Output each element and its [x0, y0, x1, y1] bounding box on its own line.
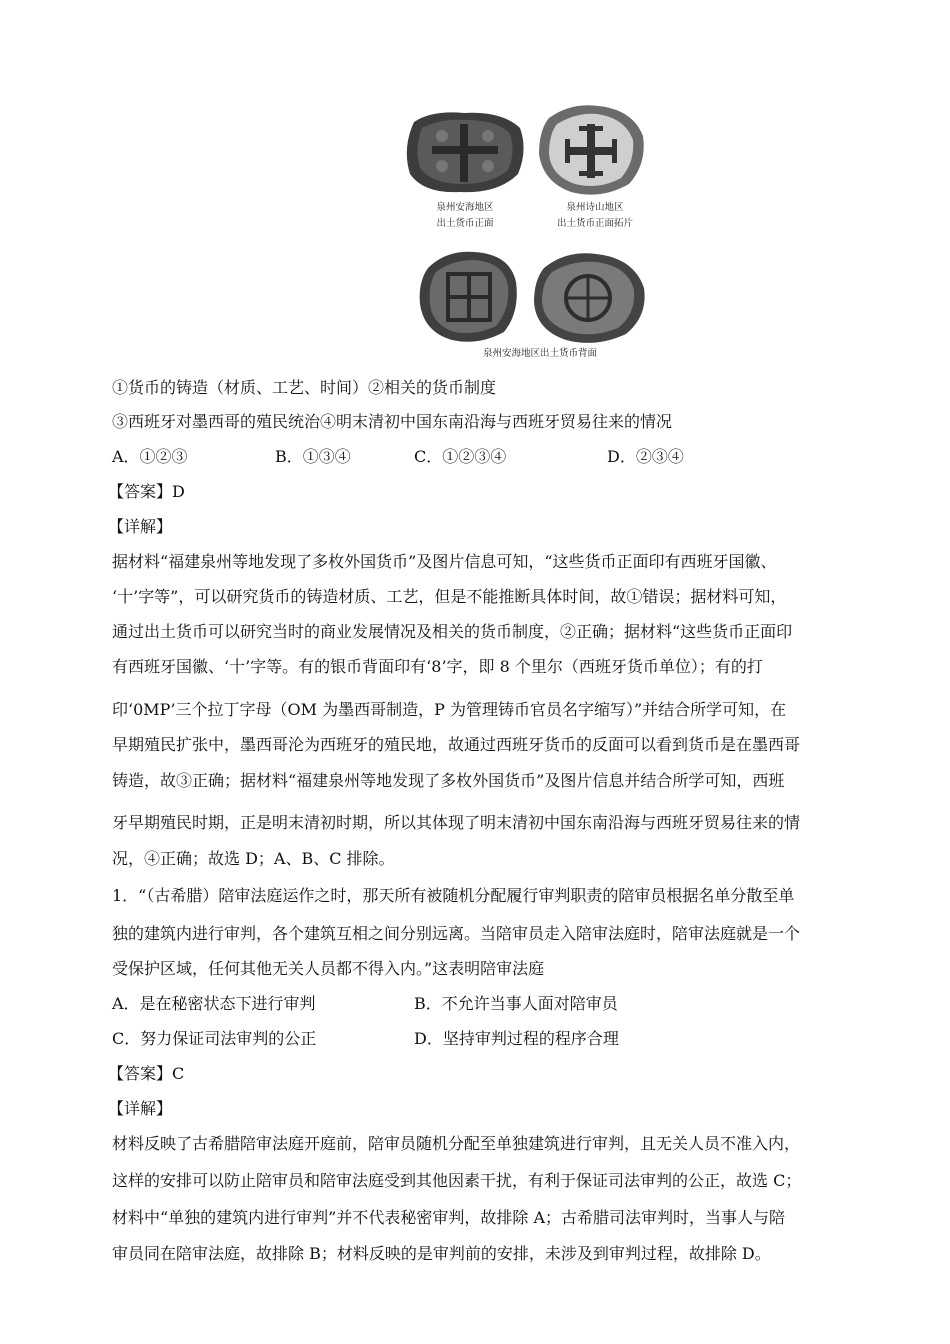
caption-anhai-back: 泉州安海地区出土货币背面: [482, 348, 597, 359]
detail-line: 据材料“福建泉州等地发现了多枚外国货币”及图片信息可知，“这些货币正面印有西班牙国徽、: [112, 552, 777, 571]
caption-anhai-front: [390, 200, 540, 232]
q1-detail-line: 材料反映了古希腊陪审法庭开庭前，陪审员随机分配至单独建筑进行审判，且无关人员不准入内，: [112, 1134, 801, 1153]
q1-option-a: A．是在秘密状态下进行审判: [112, 994, 316, 1013]
caption-anhai-front-line2: 出土货币正面: [436, 218, 494, 229]
caption-shishan-front-line1: 泉州诗山地区: [566, 202, 624, 213]
q1-detail-label: 【详解】: [108, 1099, 173, 1118]
detail-line: ‘十’字等”，可以研究货币的铸造材质、工艺，但是不能推断具体时间，故①错误；据材料可知，: [112, 587, 787, 606]
detail-label: 【详解】: [108, 517, 173, 536]
coin-image-anhai-back-2: [530, 250, 648, 346]
coin-image-anhai-back-1: [418, 248, 520, 346]
detail-line: 铸造，故③正确；据材料“福建泉州等地发现了多枚外国货币”及图片信息并结合所学可知，西班: [112, 771, 785, 790]
q1-option-c: C．努力保证司法审判的公正: [112, 1029, 317, 1048]
answer-label: 【答案】D: [108, 482, 185, 501]
caption-shishan-front: [525, 200, 665, 232]
detail-line: 通过出土货币可以研究当时的商业发展情况及相关的货币制度，②正确；据材料“这些货币正面印: [112, 622, 793, 641]
question-1-stem-line: 独的建筑内进行审判，各个建筑互相之间分别远离。当陪审员走入陪审法庭时，陪审法庭就是一个: [112, 924, 801, 943]
detail-line: 况，④正确；故选 D；A、B、C 排除。: [112, 849, 395, 868]
coin-image-anhai-front: [402, 108, 528, 196]
option-c: C．①②③④: [414, 447, 507, 466]
option-a: A．①②③: [112, 447, 188, 466]
option-d: D．②③④: [607, 447, 684, 466]
coins-figure: [390, 100, 660, 370]
question-1-stem-line: 1．“（古希腊）陪审法庭运作之时，那天所有被随机分配履行审判职责的陪审员根据名单分散至单: [112, 886, 795, 905]
detail-line: 有西班牙国徽、‘十’字等。有的银币背面印有‘8’字，即 8 个里尔（西班牙货币单位）；有的打: [112, 657, 763, 676]
statement-line-2: ③西班牙对墨西哥的殖民统治④明末清初中国东南沿海与西班牙贸易往来的情况: [112, 412, 673, 431]
detail-line: 牙早期殖民时期，正是明末清初时期，所以其体现了明末清初中国东南沿海与西班牙贸易往来的情: [112, 813, 801, 832]
statement-line-1: ①货币的铸造（材质、工艺、时间）②相关的货币制度: [112, 378, 497, 397]
q1-option-d: D．坚持审判过程的程序合理: [414, 1029, 619, 1048]
coin-rubbing-shishan-front: [535, 102, 647, 198]
q1-detail-line: 审员同在陪审法庭，故排除 B；材料反映的是审判前的安排，未涉及到审判过程，故排除 D。: [112, 1244, 771, 1263]
option-b: B．①③④: [275, 447, 351, 466]
caption-shishan-front-line2: 出土货币正面拓片: [556, 218, 633, 229]
q1-answer-label: 【答案】C: [108, 1064, 185, 1083]
q1-detail-line: 这样的安排可以防止陪审员和陪审法庭受到其他因素干扰，有利于保证司法审判的公正，故选 C；: [112, 1171, 802, 1190]
q1-detail-line: 材料中“单独的建筑内进行审判”并不代表秘密审判，故排除 A；古希腊司法审判时，当事人与陪: [112, 1208, 786, 1227]
q1-option-b: B．不允许当事人面对陪审员: [414, 994, 618, 1013]
caption-anhai-front-line1: 泉州安海地区: [436, 202, 494, 213]
detail-line: 印‘0MP’三个拉丁字母（OM 为墨西哥制造，P 为管理铸币官员名字缩写）”并结合所学可知，在: [112, 700, 787, 719]
question-1-stem-line: 受保护区域，任何其他无关人员都不得入内。”这表明陪审法庭: [112, 959, 545, 978]
detail-line: 早期殖民扩张中，墨西哥沦为西班牙的殖民地，故通过西班牙货币的反面可以看到货币是在墨西哥: [112, 735, 801, 754]
